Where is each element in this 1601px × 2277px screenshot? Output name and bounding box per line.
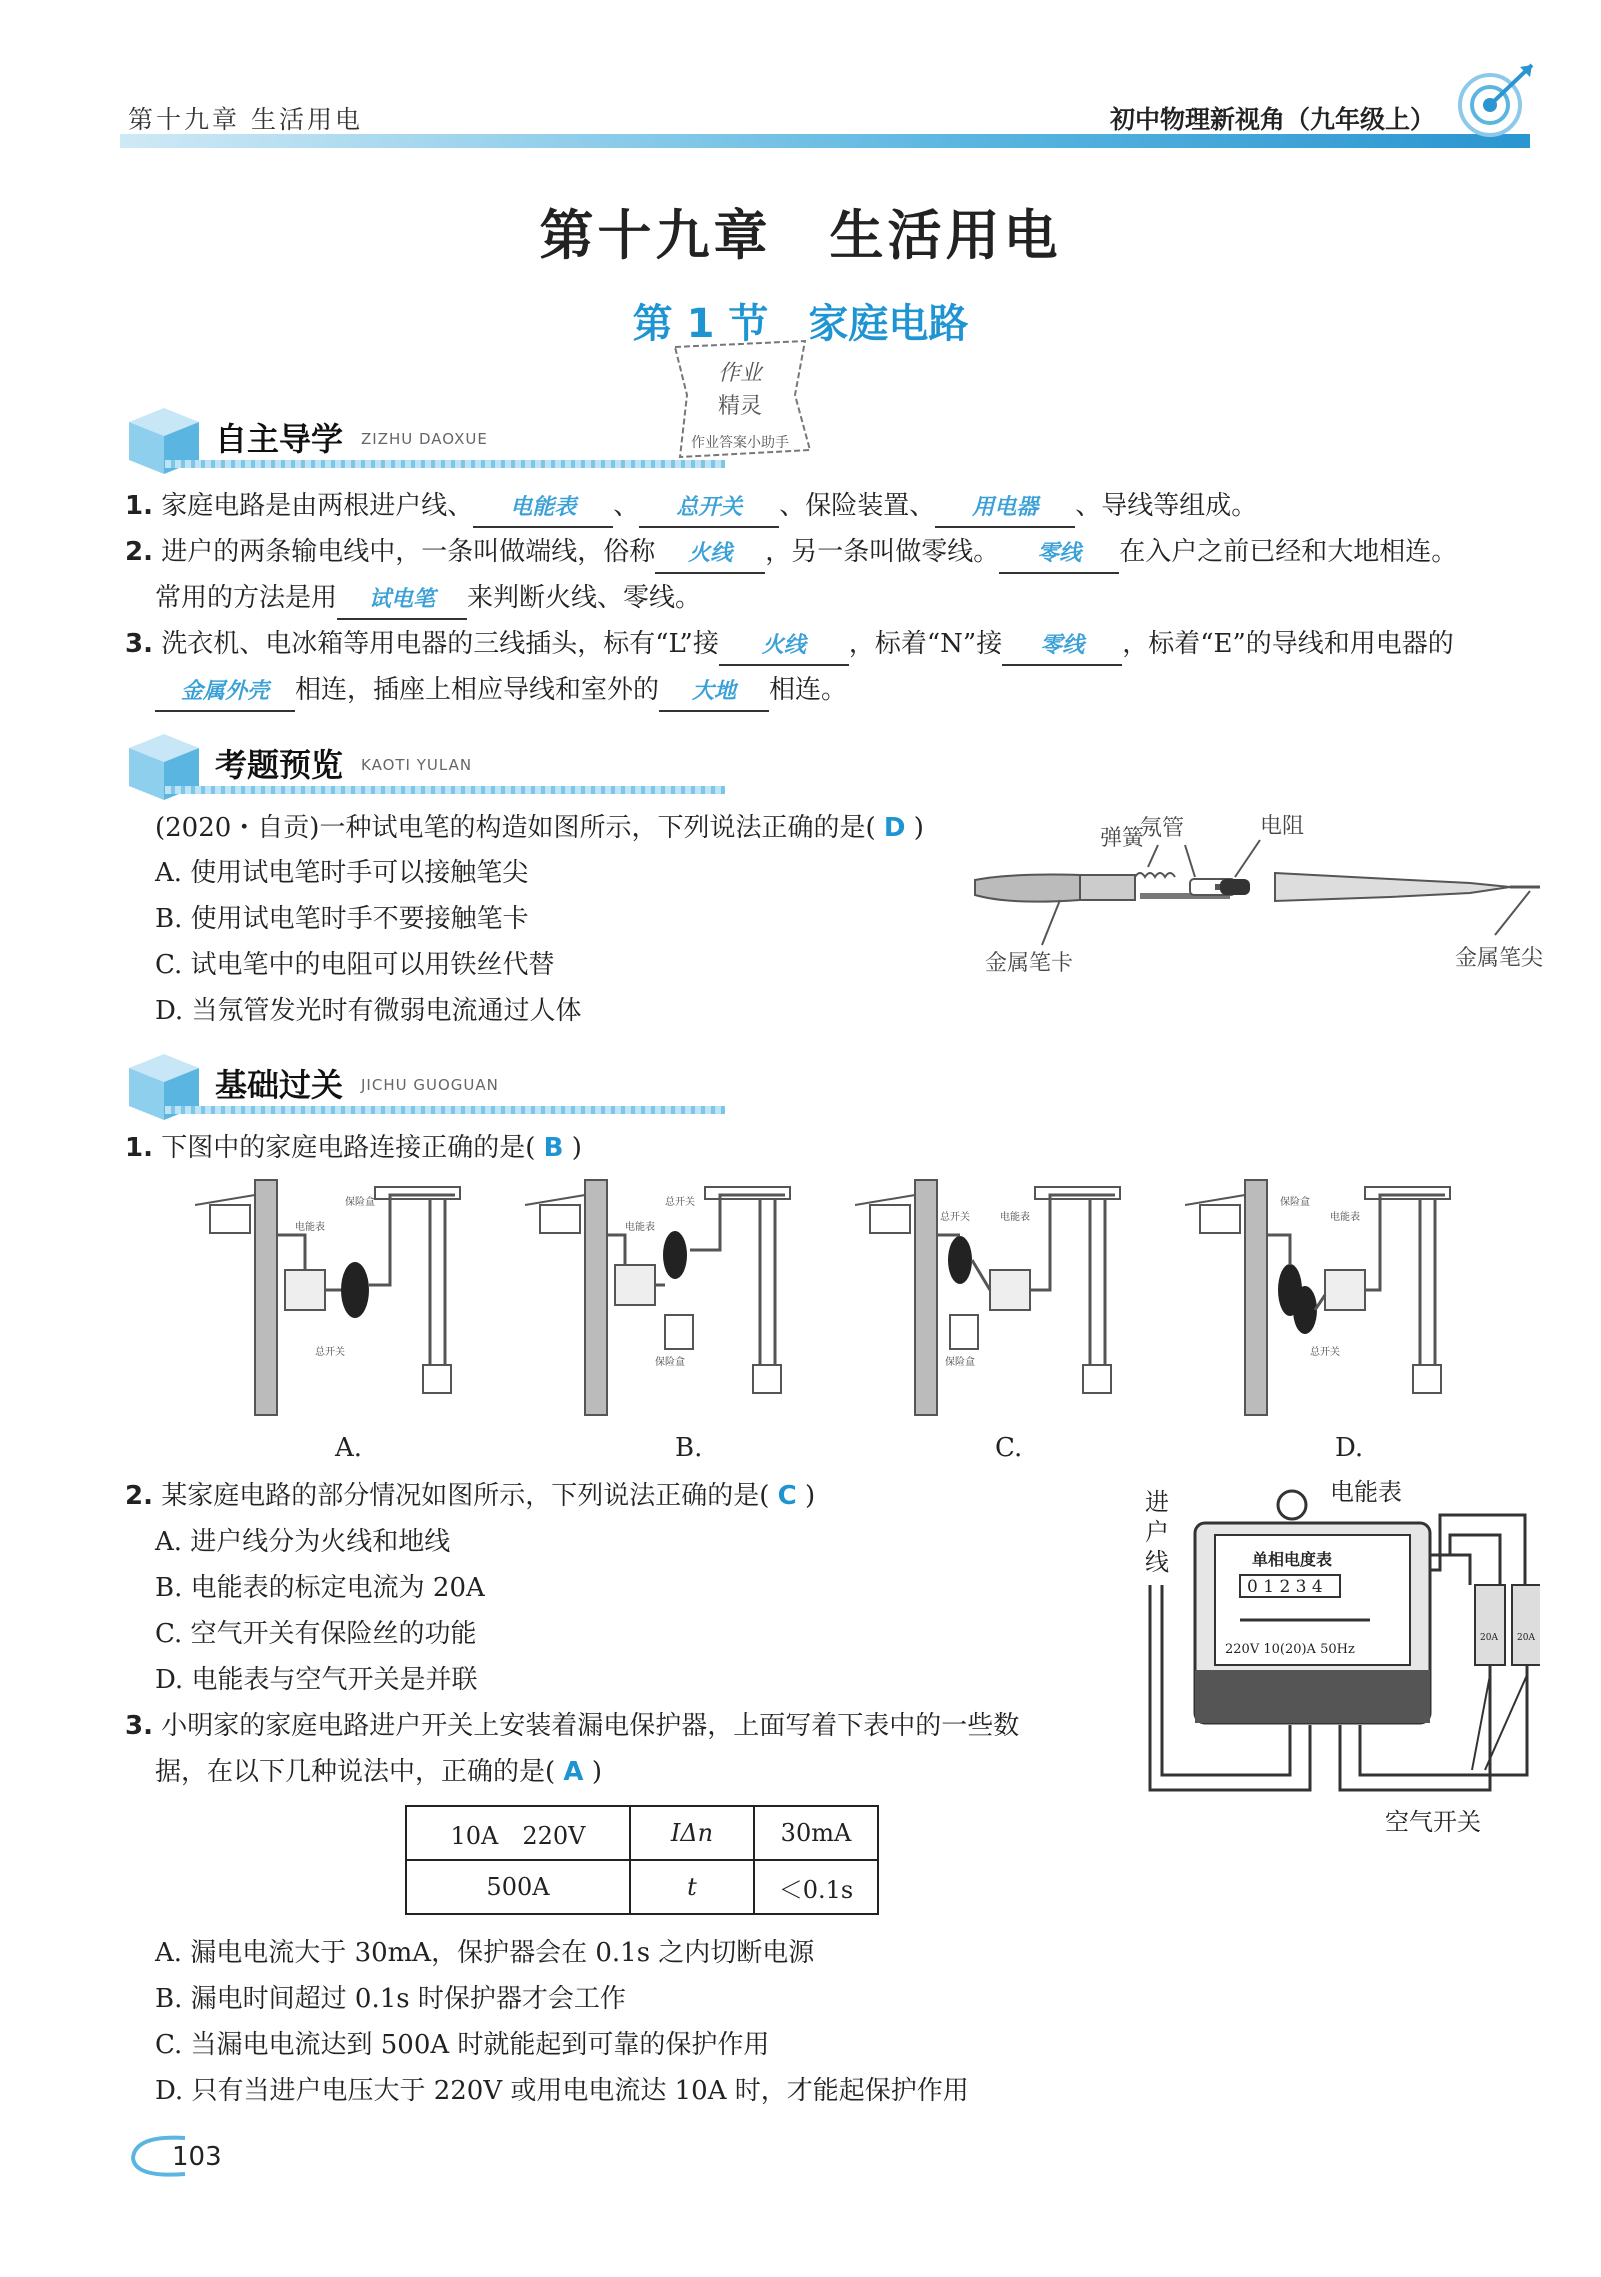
figure-label-d: D. [1335, 1433, 1364, 1463]
meter-plate: 单相电度表 [1252, 1550, 1333, 1569]
running-header-book: 初中物理新视角（九年级上） [1110, 105, 1436, 134]
jichu-q3-option-b: B. 漏电时间超过 0.1s 时保护器才会工作 [155, 1984, 626, 2014]
jichu-q3-stem: 3. 小明家的家庭电路进户开关上安装着漏电保护器，上面写着下表中的一些数 [125, 1711, 1020, 1741]
section-header-zizhu [125, 412, 825, 472]
page-number: 103 [172, 2142, 222, 2172]
label-inlet-2: 户 [1145, 1518, 1169, 1546]
section-pinyin: JICHU GUOGUAN [361, 1076, 499, 1094]
jichu-q2-option-c: C. 空气开关有保险丝的功能 [155, 1619, 477, 1649]
svg-text:20A: 20A [1480, 1633, 1498, 1643]
meter-spec: 220V 10(20)A 50Hz [1225, 1642, 1355, 1657]
zizhu-q3: 3. 洗衣机、电冰箱等用电器的三线插头，标有“L”接 火线 ，标着“N”接 零线 ，标着“E”的导线和用电器的 [125, 626, 1454, 666]
answer-choice: D [883, 813, 906, 843]
kaoti-option-b: B. 使用试电笔时手不要接触笔卡 [155, 904, 529, 934]
label-inlet-3: 线 [1145, 1548, 1169, 1576]
kaoti-option-c: C. 试电笔中的电阻可以用铁丝代替 [155, 950, 555, 980]
kaoti-option-a: A. 使用试电笔时手可以接触笔尖 [155, 858, 529, 888]
svg-text:电能表: 电能表 [1000, 1212, 1030, 1223]
label-breaker: 空气开关 [1385, 1808, 1481, 1836]
section-header-jichu [125, 1058, 825, 1118]
section-pinyin: ZIZHU DAOXUE [361, 430, 488, 448]
section-label: 自主导学 [215, 420, 344, 458]
zizhu-q2: 2. 进户的两条输电线中，一条叫做端线，俗称 火线 ，另一条叫做零线。 零线 在入户之前已经和大地相连。 [125, 534, 1457, 574]
wiring-diagram-d [1185, 1175, 1475, 1425]
zizhu-q1: 1. 家庭电路是由两根进户线、 电能表 、 总开关 、保险装置、 用电器 、导线等组成。 [125, 488, 1257, 528]
svg-text:保险盒: 保险盒 [945, 1357, 975, 1368]
svg-text:精灵: 精灵 [717, 394, 763, 419]
jichu-q3-stem-cont: 据，在以下几种说法中，正确的是( A ) [155, 1757, 602, 1787]
answer-blank: 用电器 [935, 490, 1075, 528]
jichu-q2-option-d: D. 电能表与空气开关是并联 [155, 1665, 478, 1695]
jichu-q1-stem: 1. 下图中的家庭电路连接正确的是( B ) [125, 1133, 582, 1163]
label-meter: 电能表 [1330, 1478, 1402, 1506]
table-cell: IΔn [630, 1806, 754, 1860]
svg-text:总开关: 总开关 [315, 1347, 345, 1358]
leakage-spec-table [405, 1805, 879, 1915]
wiring-diagram-c [855, 1175, 1145, 1425]
wiring-diagram-b [525, 1175, 815, 1425]
table-cell: 30mA [754, 1806, 878, 1860]
section-pinyin: KAOTI YULAN [361, 756, 473, 774]
answer-blank: 零线 [1002, 628, 1122, 666]
table-cell: 10A 220V [406, 1806, 630, 1860]
wiring-diagram-a [195, 1175, 485, 1425]
section-header-kaoti [125, 738, 825, 798]
meter-breaker-figure [1140, 1475, 1540, 1850]
jichu-q2-stem: 2. 某家庭电路的部分情况如图所示，下列说法正确的是( C ) [125, 1481, 816, 1511]
section-label: 考题预览 [215, 746, 344, 784]
kaoti-option-d: D. 当氖管发光时有微弱电流通过人体 [155, 996, 582, 1026]
zizhu-q2-cont: 常用的方法是用 试电笔 来判断火线、零线。 [155, 580, 701, 620]
svg-text:总开关: 总开关 [940, 1212, 970, 1223]
answer-blank: 火线 [655, 536, 765, 574]
chapter-title: 第十九章 生活用电 [539, 203, 1062, 267]
meter-digits: 0 1 2 3 4 [1247, 1577, 1323, 1597]
figure-label-a: A. [335, 1433, 363, 1463]
answer-blank: 火线 [719, 628, 849, 666]
label-resistor: 电阻 [1260, 814, 1305, 839]
test-pen-figure [970, 805, 1550, 985]
target-logo-icon [1450, 55, 1540, 145]
answer-blank: 金属外壳 [155, 674, 295, 712]
section-rule [165, 786, 725, 794]
svg-text:保险盒: 保险盒 [345, 1197, 375, 1208]
svg-text:电能表: 电能表 [295, 1222, 325, 1233]
answer-blank: 试电笔 [337, 582, 467, 620]
answer-choice: C [777, 1481, 797, 1511]
label-spring: 弹簧 [1100, 826, 1145, 851]
label-clip: 金属笔卡 [985, 951, 1074, 976]
svg-text:作业: 作业 [717, 361, 763, 386]
header-bar [120, 134, 1530, 148]
svg-text:总开关: 总开关 [665, 1197, 695, 1208]
table-cell: ＜0.1s [754, 1860, 878, 1914]
wiring-diagrams [195, 1175, 1495, 1475]
section-rule [165, 460, 725, 468]
jichu-q2-option-b: B. 电能表的标定电流为 20A [155, 1573, 485, 1603]
figure-label-c: C. [995, 1433, 1023, 1463]
jichu-q2-option-a: A. 进户线分为火线和地线 [155, 1527, 451, 1557]
table-cell: 500A [406, 1860, 630, 1914]
jichu-q3-option-a: A. 漏电电流大于 30mA，保护器会在 0.1s 之内切断电源 [155, 1938, 815, 1968]
answer-blank: 零线 [999, 536, 1119, 574]
svg-text:作业答案小助手: 作业答案小助手 [691, 435, 789, 451]
svg-text:总开关: 总开关 [1310, 1347, 1340, 1358]
svg-text:电能表: 电能表 [625, 1222, 655, 1233]
jichu-q3-option-d: D. 只有当进户电压大于 220V 或用电电流达 10A 时，才能起保护作用 [155, 2076, 969, 2106]
answer-blank: 电能表 [473, 490, 613, 528]
section-title: 第 1 节 家庭电路 [632, 301, 969, 347]
svg-text:保险盒: 保险盒 [1280, 1197, 1310, 1208]
svg-text:保险盒: 保险盒 [655, 1357, 685, 1368]
svg-text:电能表: 电能表 [1330, 1212, 1360, 1223]
label-tip: 金属笔尖 [1455, 946, 1544, 971]
kaoti-stem: (2020・自贡)一种试电笔的构造如图所示，下列说法正确的是( D ) [155, 813, 924, 843]
answer-choice: A [563, 1757, 584, 1787]
section-label: 基础过关 [215, 1066, 344, 1104]
section-rule [165, 1106, 725, 1114]
zizhu-q3-cont: 金属外壳 相连，插座上相应导线和室外的 大地 相连。 [155, 672, 847, 712]
figure-label-b: B. [675, 1433, 703, 1463]
running-header-chapter: 第十九章 生活用电 [128, 105, 363, 134]
answer-choice: B [543, 1133, 564, 1163]
svg-text:20A: 20A [1517, 1633, 1535, 1643]
table-cell: t [630, 1860, 754, 1914]
answer-blank: 大地 [659, 674, 769, 712]
answer-blank: 总开关 [639, 490, 779, 528]
jichu-q3-option-c: C. 当漏电电流达到 500A 时就能起到可靠的保护作用 [155, 2030, 770, 2060]
label-inlet-1: 进 [1145, 1488, 1169, 1516]
label-neon: 氖管 [1140, 816, 1185, 841]
